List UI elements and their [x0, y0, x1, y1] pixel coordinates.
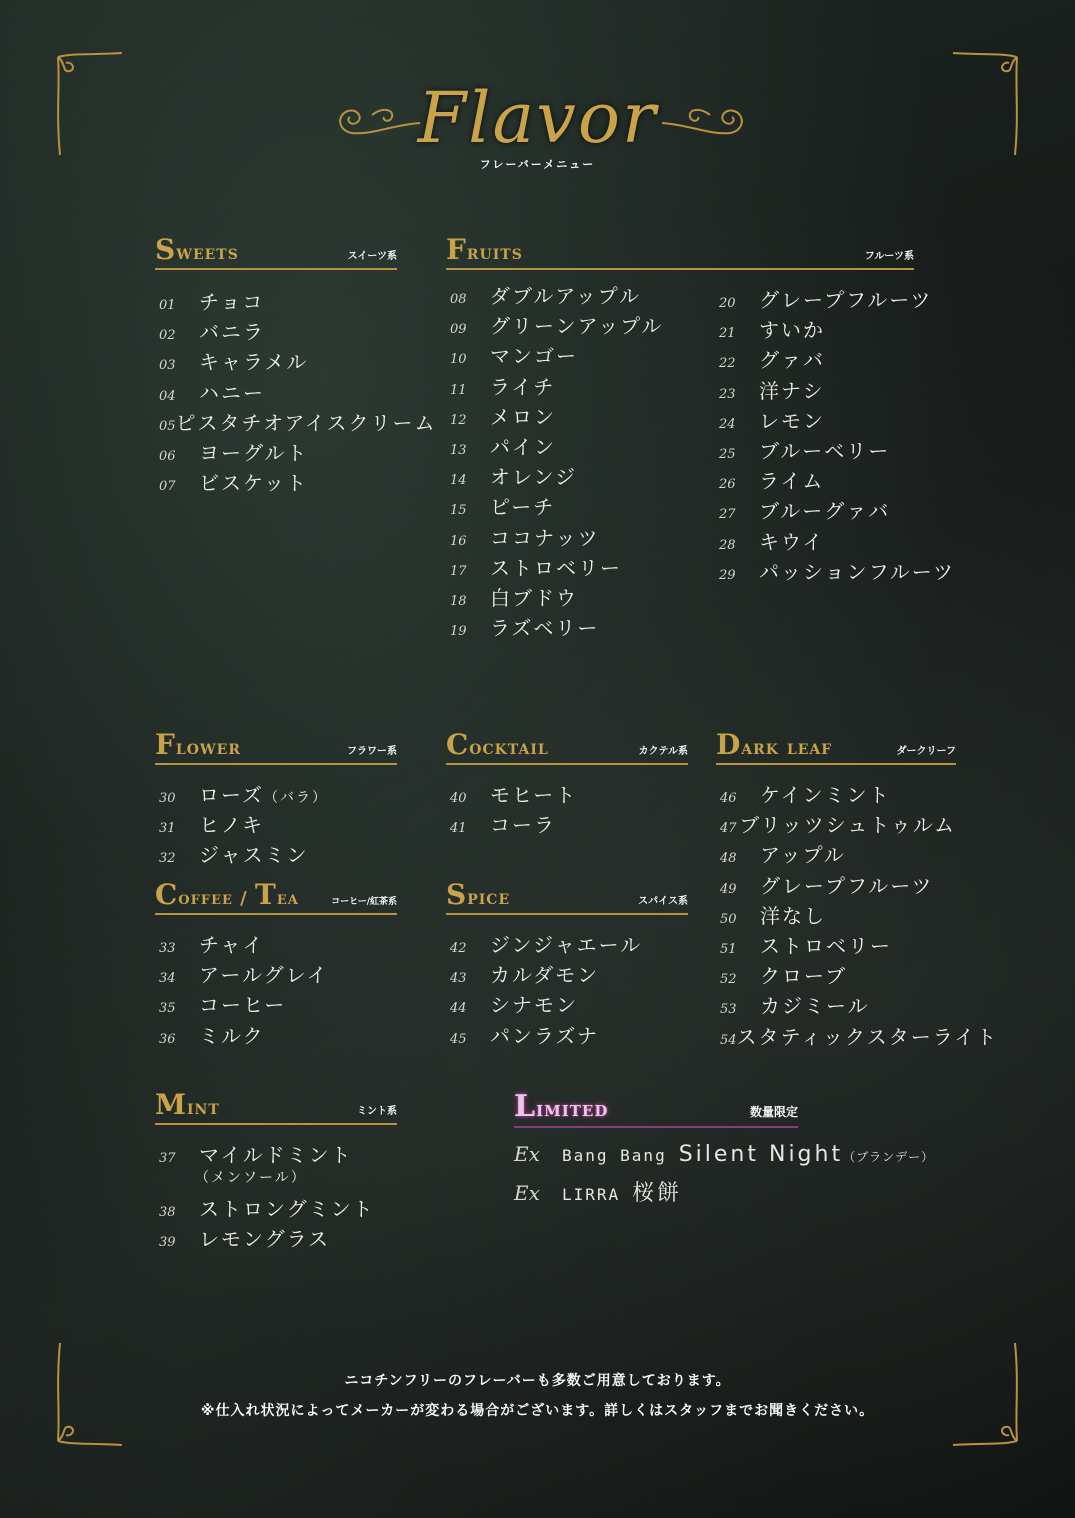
section-subtitle: ダークリーフ	[896, 746, 956, 757]
flavor-number: 32	[159, 851, 176, 867]
limited-name: 桜餅	[632, 1181, 683, 1206]
section-header	[514, 1090, 798, 1128]
flavor-list	[155, 779, 397, 870]
flavor-item	[446, 552, 663, 582]
flavor-name: レモングラス	[199, 1227, 330, 1252]
section-header	[446, 877, 688, 915]
section-subtitle: フルーツ系	[864, 251, 914, 262]
flavor-name: ケインミント	[760, 783, 891, 807]
limited-brand: LIRRA	[562, 1185, 621, 1204]
flavor-name: マイルドミント	[199, 1143, 353, 1167]
footer-note-2: ※仕入れ状況によってメーカーが変わる場合がございます。詳しくはスタッフまでお聞きください。	[200, 1403, 875, 1419]
flavor-item	[715, 375, 955, 405]
flavor-item	[446, 1020, 688, 1050]
flavor-number: 06	[159, 448, 176, 464]
flavor-number: 52	[720, 972, 737, 988]
flavor-number: 40	[450, 791, 467, 806]
flavor-number: 22	[719, 356, 736, 372]
flavor-number: 53	[720, 1002, 737, 1018]
section-title: Flower	[155, 728, 241, 761]
flavor-list	[155, 286, 437, 497]
flavor-number: 28	[719, 537, 736, 553]
section-title: Spice	[446, 878, 511, 911]
flavor-item	[716, 1021, 999, 1051]
flavor-name: チョコ	[199, 290, 265, 314]
flavor-item	[155, 316, 397, 346]
section-title: Fruits	[446, 233, 523, 266]
flavor-number: 07	[159, 479, 176, 495]
section-cocktail	[446, 727, 688, 839]
flavor-name: カルダモン	[490, 963, 600, 988]
section-subtitle: コーヒー/紅茶系	[331, 897, 397, 907]
flavor-number: 43	[450, 971, 467, 987]
flavor-number: 04	[159, 388, 176, 404]
flavor-name: アールグレイ	[199, 963, 329, 988]
flavor-number: 14	[450, 473, 467, 489]
flavor-name: パッションフルーツ	[759, 559, 955, 584]
flavor-item	[715, 556, 955, 586]
corner-ornament-bottom-right	[943, 1333, 1023, 1453]
flavor-number: 03	[159, 358, 176, 374]
flavor-name: カジミール	[760, 994, 870, 1019]
flavor-number: 37	[159, 1151, 176, 1166]
flavor-name: ブルーベリー	[759, 438, 891, 463]
flavor-name: グレープフルーツ	[759, 288, 933, 312]
flavor-name: ヨーグルト	[199, 440, 309, 465]
flavor-item	[155, 1139, 397, 1169]
flavor-item	[716, 809, 956, 839]
flavor-item	[155, 989, 397, 1019]
flavor-item	[446, 989, 688, 1019]
section-title: Mint	[155, 1088, 220, 1121]
flavor-item	[155, 839, 397, 869]
flavor-item	[716, 839, 956, 869]
flavor-subnote-row	[155, 1169, 397, 1193]
flavor-list	[446, 779, 688, 839]
flavor-list	[446, 929, 688, 1050]
header	[0, 78, 1075, 172]
flavor-name: ヒノキ	[199, 813, 264, 838]
section-subtitle: ミント系	[357, 1106, 397, 1117]
flavor-name: ジンジャエール	[490, 933, 643, 957]
flavor-number: 08	[450, 292, 467, 307]
flavor-item	[715, 344, 955, 374]
section-subtitle: フラワー系	[347, 746, 397, 757]
flavor-number: 25	[719, 446, 736, 462]
flavor-item	[446, 522, 663, 552]
flavor-item	[715, 495, 955, 525]
flavor-number: 31	[159, 821, 176, 837]
flavor-item	[155, 1193, 397, 1223]
flavor-number: 19	[450, 624, 467, 640]
flavor-name: グリーンアップル	[490, 314, 664, 339]
flavor-number: 29	[719, 567, 736, 583]
flavor-name: モヒート	[490, 783, 578, 807]
flavor-list	[446, 280, 663, 642]
flavor-number: 10	[450, 352, 467, 368]
flavor-item	[446, 929, 688, 959]
flavor-name: ストロベリー	[490, 555, 622, 580]
corner-ornament-bottom-left	[52, 1333, 132, 1453]
limited-ex-mark: Ex	[514, 1181, 540, 1205]
flavor-item	[155, 1223, 397, 1253]
section-title: Dark leaf	[716, 728, 833, 761]
flavor-item	[715, 284, 955, 314]
flavor-name: マンゴー	[490, 344, 578, 369]
section-sweets	[155, 232, 437, 497]
flavor-item	[716, 900, 956, 930]
flavor-number: 51	[720, 941, 737, 957]
section-fruits	[446, 232, 914, 270]
flavor-item	[446, 280, 663, 310]
flavor-item	[446, 779, 688, 809]
flavor-number: 18	[450, 593, 467, 609]
flavor-item	[155, 809, 397, 839]
flavor-number: 26	[719, 477, 736, 493]
flavor-name: クローブ	[760, 964, 847, 989]
flavor-number: 36	[159, 1031, 176, 1047]
flavor-name: ローズ	[199, 783, 264, 807]
flavor-name: ハニー	[199, 380, 265, 405]
flavor-name: ライム	[759, 469, 825, 494]
flavor-number: 09	[450, 322, 467, 338]
flavor-number: 05	[159, 418, 176, 434]
flavor-item	[155, 467, 397, 497]
flavor-item	[155, 929, 397, 959]
flavor-item	[446, 809, 688, 839]
flavor-name: オレンジ	[490, 465, 577, 490]
flavor-item	[715, 314, 955, 344]
section-header	[155, 727, 397, 765]
flavor-item	[715, 405, 955, 435]
flavor-list	[716, 779, 999, 1051]
limited-name: Silent Night	[678, 1142, 844, 1167]
flavor-item	[155, 377, 397, 407]
flavor-item	[446, 310, 663, 340]
flavor-item	[716, 779, 956, 809]
flavor-number: 15	[450, 503, 467, 519]
flavor-number: 27	[719, 507, 736, 523]
flavor-name: ライチ	[490, 374, 556, 399]
flavor-name: チャイ	[199, 933, 265, 957]
flavor-name: ジャスミン	[199, 843, 309, 868]
flavor-number: 34	[159, 971, 176, 987]
section-spice	[446, 877, 688, 1050]
flavor-number: 20	[719, 296, 736, 311]
flavor-name: シナモン	[490, 993, 578, 1018]
limited-ex-mark: Ex	[514, 1142, 540, 1166]
flavor-item	[446, 340, 663, 370]
flavor-note: （バラ）	[264, 790, 328, 806]
flavor-name: キャラメル	[199, 350, 309, 375]
flavor-number: 16	[450, 533, 467, 549]
limited-item	[514, 1142, 994, 1176]
flavor-number: 02	[159, 328, 176, 344]
flavor-number: 21	[719, 326, 736, 342]
flavor-number: 45	[450, 1031, 467, 1047]
flavor-name: ピスタチオアイスクリーム	[175, 410, 437, 435]
section-subtitle: カクテル系	[638, 746, 688, 757]
flavor-name: すいか	[759, 318, 825, 343]
section-flower	[155, 727, 397, 870]
flavor-item	[446, 401, 663, 431]
flavor-subnote: （メンソール）	[195, 1170, 307, 1187]
flavor-name: ブルーグァバ	[759, 499, 891, 524]
section-header	[155, 877, 397, 915]
flavor-list	[715, 284, 955, 586]
section-darkleaf	[716, 727, 999, 1051]
flavor-number: 12	[450, 412, 467, 428]
flavor-number: 01	[159, 298, 176, 313]
section-title: Coffee / Tea	[155, 878, 299, 911]
flavor-number: 49	[720, 881, 737, 897]
flavor-number: 41	[450, 821, 467, 837]
flavor-name: ピーチ	[490, 495, 556, 520]
flavor-item	[715, 526, 955, 556]
flavor-name: アップル	[760, 843, 846, 868]
flavor-number: 42	[450, 941, 467, 956]
section-header	[716, 727, 956, 765]
flavor-item	[715, 435, 955, 465]
flavor-number: 46	[720, 791, 737, 806]
flavor-item	[716, 990, 956, 1020]
flavor-item	[446, 491, 663, 521]
flavor-name: ミルク	[199, 1023, 265, 1048]
flavor-name: ストロベリー	[760, 933, 892, 958]
section-coffee-tea	[155, 877, 397, 1050]
flavor-number: 24	[719, 416, 736, 432]
flavor-number: 30	[159, 791, 176, 806]
flavor-number: 47	[720, 821, 737, 837]
section-title: Limited	[514, 1089, 609, 1124]
flavor-name: ココナッツ	[490, 525, 600, 550]
flavor-item	[155, 346, 397, 376]
section-header	[155, 1087, 397, 1125]
flavor-number: 13	[450, 442, 467, 458]
flavor-name: スタティックスターライト	[736, 1024, 999, 1049]
flavor-name: パイン	[490, 434, 556, 459]
flavor-list	[155, 929, 397, 1050]
flavor-name: パンラズナ	[490, 1023, 599, 1048]
flavor-name: コーラ	[490, 813, 556, 838]
flavor-name: ラズベリー	[490, 616, 600, 641]
flavor-number: 38	[159, 1205, 176, 1221]
limited-item	[514, 1176, 994, 1210]
flavor-item	[715, 465, 955, 495]
flavor-item	[155, 779, 397, 809]
limited-note: （ブランデー）	[843, 1150, 935, 1164]
flavor-item	[716, 960, 956, 990]
flavor-number: 33	[159, 941, 176, 956]
flavor-item	[155, 437, 397, 467]
flavor-item	[446, 371, 663, 401]
flavor-number: 44	[450, 1001, 467, 1017]
footer-note-1: ニコチンフリーのフレーバーも多数ご用意しております。	[344, 1373, 731, 1389]
section-subtitle: スパイス系	[638, 896, 688, 907]
flavor-name: レモン	[759, 408, 825, 433]
flavor-name: コーヒー	[199, 993, 287, 1018]
flavor-number: 54	[720, 1032, 737, 1048]
flavor-item	[446, 431, 663, 461]
section-subtitle: 数量限定	[749, 1105, 798, 1119]
page-title: Flavor	[417, 77, 658, 159]
section-subtitle: スイーツ系	[347, 251, 397, 262]
section-mint	[155, 1087, 397, 1254]
section-title: Cocktail	[446, 728, 549, 761]
flavor-name: グレープフルーツ	[760, 873, 934, 898]
flavor-number: 50	[720, 911, 737, 927]
flavor-name: バニラ	[199, 320, 265, 345]
flavor-number: 23	[719, 386, 736, 402]
flavor-name: グァバ	[759, 348, 825, 373]
section-title: Sweets	[155, 233, 239, 266]
flavor-number: 39	[159, 1235, 176, 1251]
flavor-name: ダブルアップル	[490, 284, 641, 308]
section-header	[155, 232, 397, 270]
flavor-number: 35	[159, 1001, 176, 1017]
flavor-item	[716, 870, 956, 900]
flavor-name: キウイ	[759, 529, 825, 554]
flavor-name: 白ブドウ	[490, 585, 578, 610]
flavor-item	[716, 930, 956, 960]
flavor-number: 17	[450, 563, 467, 579]
flavor-name: 洋ナシ	[759, 378, 825, 403]
flavor-number: 11	[450, 382, 467, 398]
flavor-item	[155, 959, 397, 989]
limited-list	[514, 1142, 994, 1210]
flavor-item	[446, 582, 663, 612]
flavor-list	[155, 1139, 397, 1254]
limited-brand: Bang Bang	[562, 1146, 667, 1165]
flavor-name: ブリッツシュトゥルム	[739, 813, 956, 838]
flavor-name: ストロングミント	[199, 1197, 375, 1222]
flavor-name: メロン	[490, 404, 556, 429]
flavor-name: ビスケット	[199, 471, 308, 496]
flavor-item	[155, 407, 437, 437]
flavor-item	[155, 1020, 397, 1050]
flavor-item	[446, 959, 688, 989]
page-subtitle: フレーバーメニュー	[479, 158, 596, 171]
flavor-number: 48	[720, 851, 737, 867]
section-limited	[514, 1089, 935, 1210]
flavor-item	[446, 461, 663, 491]
flavor-name: 洋なし	[760, 903, 826, 928]
flavor-item	[446, 612, 663, 642]
section-header	[446, 727, 688, 765]
flavor-item	[155, 286, 397, 316]
section-header	[446, 232, 914, 270]
